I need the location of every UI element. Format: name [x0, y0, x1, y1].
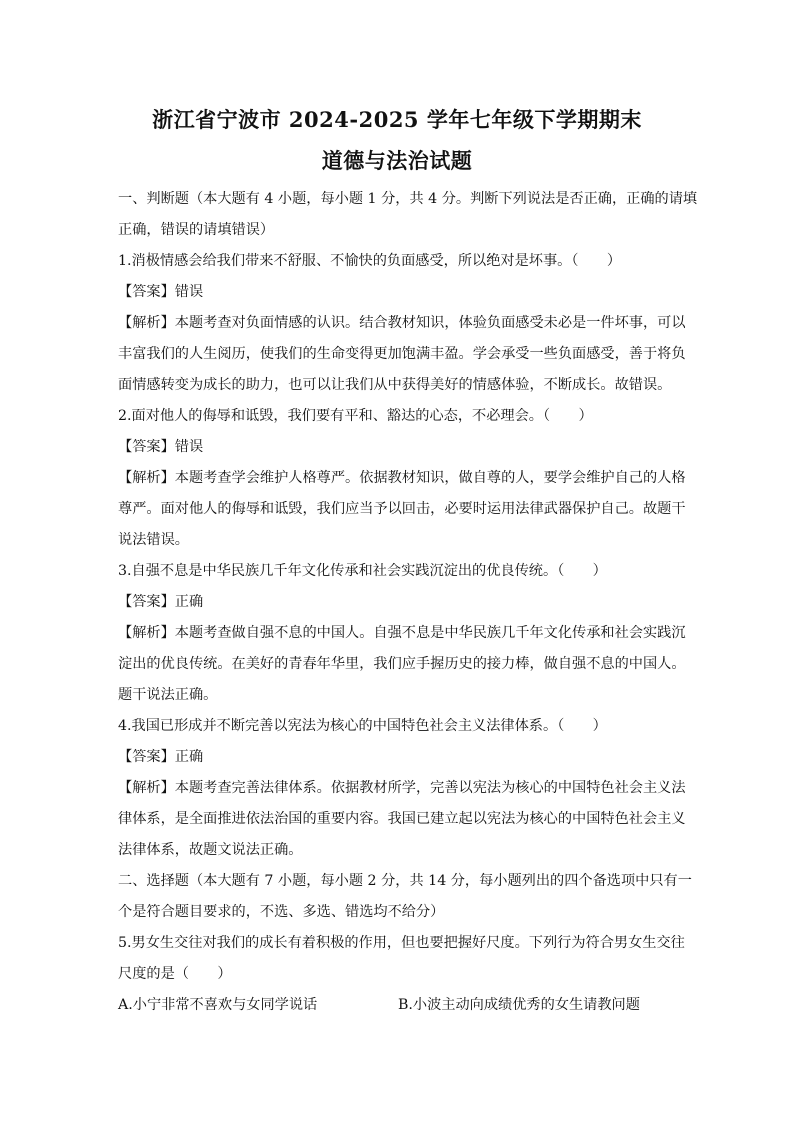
- question-5: 5.男女生交往对我们的成长有着积极的作用，但也要把握好尺度。下列行为符合男女生交往: [118, 935, 685, 951]
- option-b: B.小波主动向成绩优秀的女生请教问题: [398, 997, 640, 1013]
- question-4: 4.我国已形成并不断完善以宪法为核心的中国特色社会主义法律体系。（ ）: [118, 718, 607, 734]
- question-5-cont: 尺度的是（ ）: [118, 966, 232, 982]
- document-subtitle: 道德与法治试题: [321, 148, 473, 173]
- analysis-1: 【解析】本题考查对负面情感的认识。结合教材知识，体验负面感受未必是一件坏事，可以: [118, 315, 686, 331]
- analysis-3-cont: 淀出的优良传统。在美好的青春年华里，我们应手握历史的接力棒，做自强不息的中国人。: [118, 656, 686, 672]
- section-heading-choice: 二、选择题（本大题有 7 小题，每小题 2 分，共 14 分，每小题列出的四个备选项中只有一: [118, 873, 692, 889]
- section-heading-choice-cont: 个是符合题目要求的，不选、多选、错选均不给分）: [118, 904, 445, 920]
- answer-1: 【答案】错误: [118, 284, 204, 300]
- section-heading-judgement-cont: 正确，错误的请填错误）: [118, 222, 275, 238]
- answer-3: 【答案】正确: [118, 594, 204, 610]
- analysis-2-cont: 说法错误。: [118, 532, 189, 548]
- analysis-4-cont: 法律体系，故题文说法正确。: [118, 842, 303, 858]
- document-body: [118, 184, 698, 1021]
- answer-4: 【答案】正确: [118, 749, 204, 765]
- question-3: 3.自强不息是中华民族几千年文化传承和社会实践沉淀出的优良传统。（ ）: [118, 563, 607, 579]
- analysis-4: 【解析】本题考查完善法律体系。依据教材所学，完善以宪法为核心的中国特色社会主义法: [118, 780, 686, 796]
- question-1: 1.消极情感会给我们带来不舒服、不愉快的负面感受，所以绝对是坏事。（ ）: [118, 253, 622, 269]
- option-a: A.小宁非常不喜欢与女同学说话: [118, 997, 318, 1013]
- question-2: 2.面对他人的侮辱和诋毁，我们要有平和、豁达的心态，不必理会。（ ）: [118, 408, 593, 424]
- answer-2: 【答案】错误: [118, 439, 204, 455]
- section-heading-judgement: 一、判断题（本大题有 4 小题，每小题 1 分，共 4 分。判断下列说法是否正确，正确的请填: [118, 191, 698, 207]
- analysis-2-cont: 尊严。面对他人的侮辱和诋毁，我们应当予以回击，必要时运用法律武器保护自己。故题干: [118, 501, 686, 517]
- document-title: 浙江省宁波市 2024-2025 学年七年级下学期期末: [152, 107, 642, 132]
- analysis-4-cont: 律体系，是全面推进依法治国的重要内容。我国已建立起以宪法为核心的中国特色社会主义: [118, 811, 686, 827]
- analysis-3-cont: 题干说法正确。: [118, 687, 218, 703]
- question-5-options: [118, 990, 678, 1021]
- analysis-2: 【解析】本题考查学会维护人格尊严。依据教材知识，做自尊的人，要学会维护自己的人格: [118, 470, 686, 486]
- analysis-3: 【解析】本题考查做自强不息的中国人。自强不息是中华民族几千年文化传承和社会实践沉: [118, 625, 686, 641]
- analysis-1-cont: 丰富我们的人生阅历，使我们的生命变得更加饱满丰盈。学会承受一些负面感受，善于将负: [118, 346, 686, 362]
- analysis-1-cont: 面情感转变为成长的助力，也可以让我们从中获得美好的情感体验，不断成长。故错误。: [118, 377, 672, 393]
